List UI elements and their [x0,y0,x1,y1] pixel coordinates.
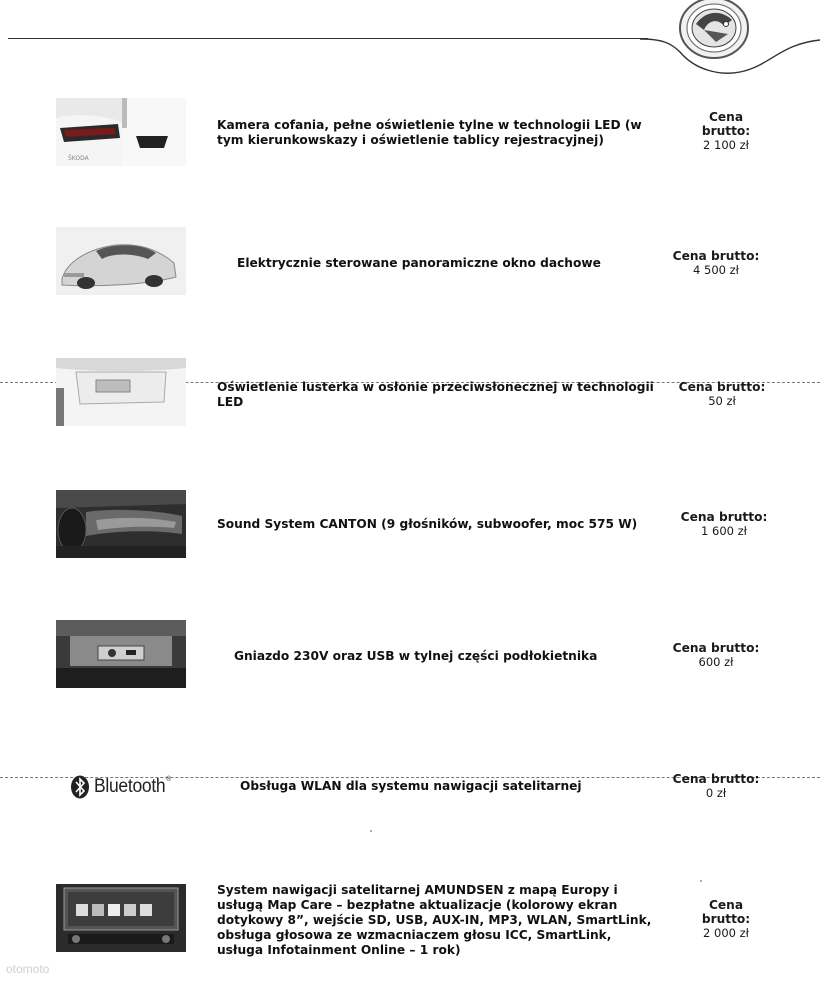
bluetooth-logo [70,774,177,800]
item-description: System nawigacji satelitarnej AMUNDSEN z mapą Europy i usługą Map Care – bezpłatne aktualizacje (kolorowy ekran dotykowy 8”, wejście SD, USB, AUX-IN, MP3, WLAN, SmartLink, obsługa głosowa ze wzmacniaczem głosu ICC, SmartLink, usługa Infotainment Online – 1 rok) [217,883,652,957]
scan-speck [370,830,372,832]
price-label: Cena brutto: [672,772,760,786]
item-description: Obsługa WLAN dla systemu nawigacji satelitarnej [240,779,582,793]
price-block [668,110,784,152]
price-block [656,249,776,277]
scan-speck [700,880,702,882]
sun-visor-mirror-photo [56,358,186,426]
car-panoramic-roof-photo [56,227,186,295]
price-value: 1 600 zł [701,524,747,538]
price-block [656,772,776,800]
armrest-socket-photo [56,620,186,688]
header-rule [8,38,648,39]
watermark: otomoto [6,962,50,976]
bluetooth-wordmark: Bluetooth® [94,776,171,797]
price-label: Cena brutto: [701,898,751,926]
price-label: Cena brutto: [678,380,766,394]
navigation-screen-photo [56,884,186,952]
price-value: 2 100 zł [703,138,749,152]
price-block [656,641,776,669]
price-value: 600 zł [698,655,734,669]
price-label: Cena brutto: [680,510,768,524]
svg-text:ŠKODA: ŠKODA [68,155,89,162]
rear-light-camera-photo [56,98,186,166]
item-description: Kamera cofania, pełne oświetlenie tylne w technologii LED (w tym kierunkowskazy i oświetlenie tablicy rejestracyjnej) [217,118,642,147]
price-block [668,898,784,940]
item-description: Elektrycznie sterowane panoramiczne okno dachowe [237,256,601,270]
price-value: 4 500 zł [693,263,739,277]
door-speaker-photo [56,490,186,558]
price-value: 50 zł [708,394,736,408]
price-value: 2 000 zł [703,926,749,940]
item-description: Gniazdo 230V oraz USB w tylnej części podłokietnika [234,649,598,663]
item-description: Sound System CANTON (9 głośników, subwoofer, moc 575 W) [217,517,638,531]
item-description: Oświetlenie lusterka w osłonie przeciwsłonecznej w technologii LED [217,380,654,409]
skoda-logo-icon [672,0,756,62]
price-label: Cena brutto: [672,249,760,263]
price-value: 0 zł [705,786,727,800]
bluetooth-icon [70,775,90,799]
price-block [662,380,782,408]
price-label: Cena brutto: [672,641,760,655]
price-label: Cena brutto: [701,110,751,138]
price-block [664,510,784,538]
